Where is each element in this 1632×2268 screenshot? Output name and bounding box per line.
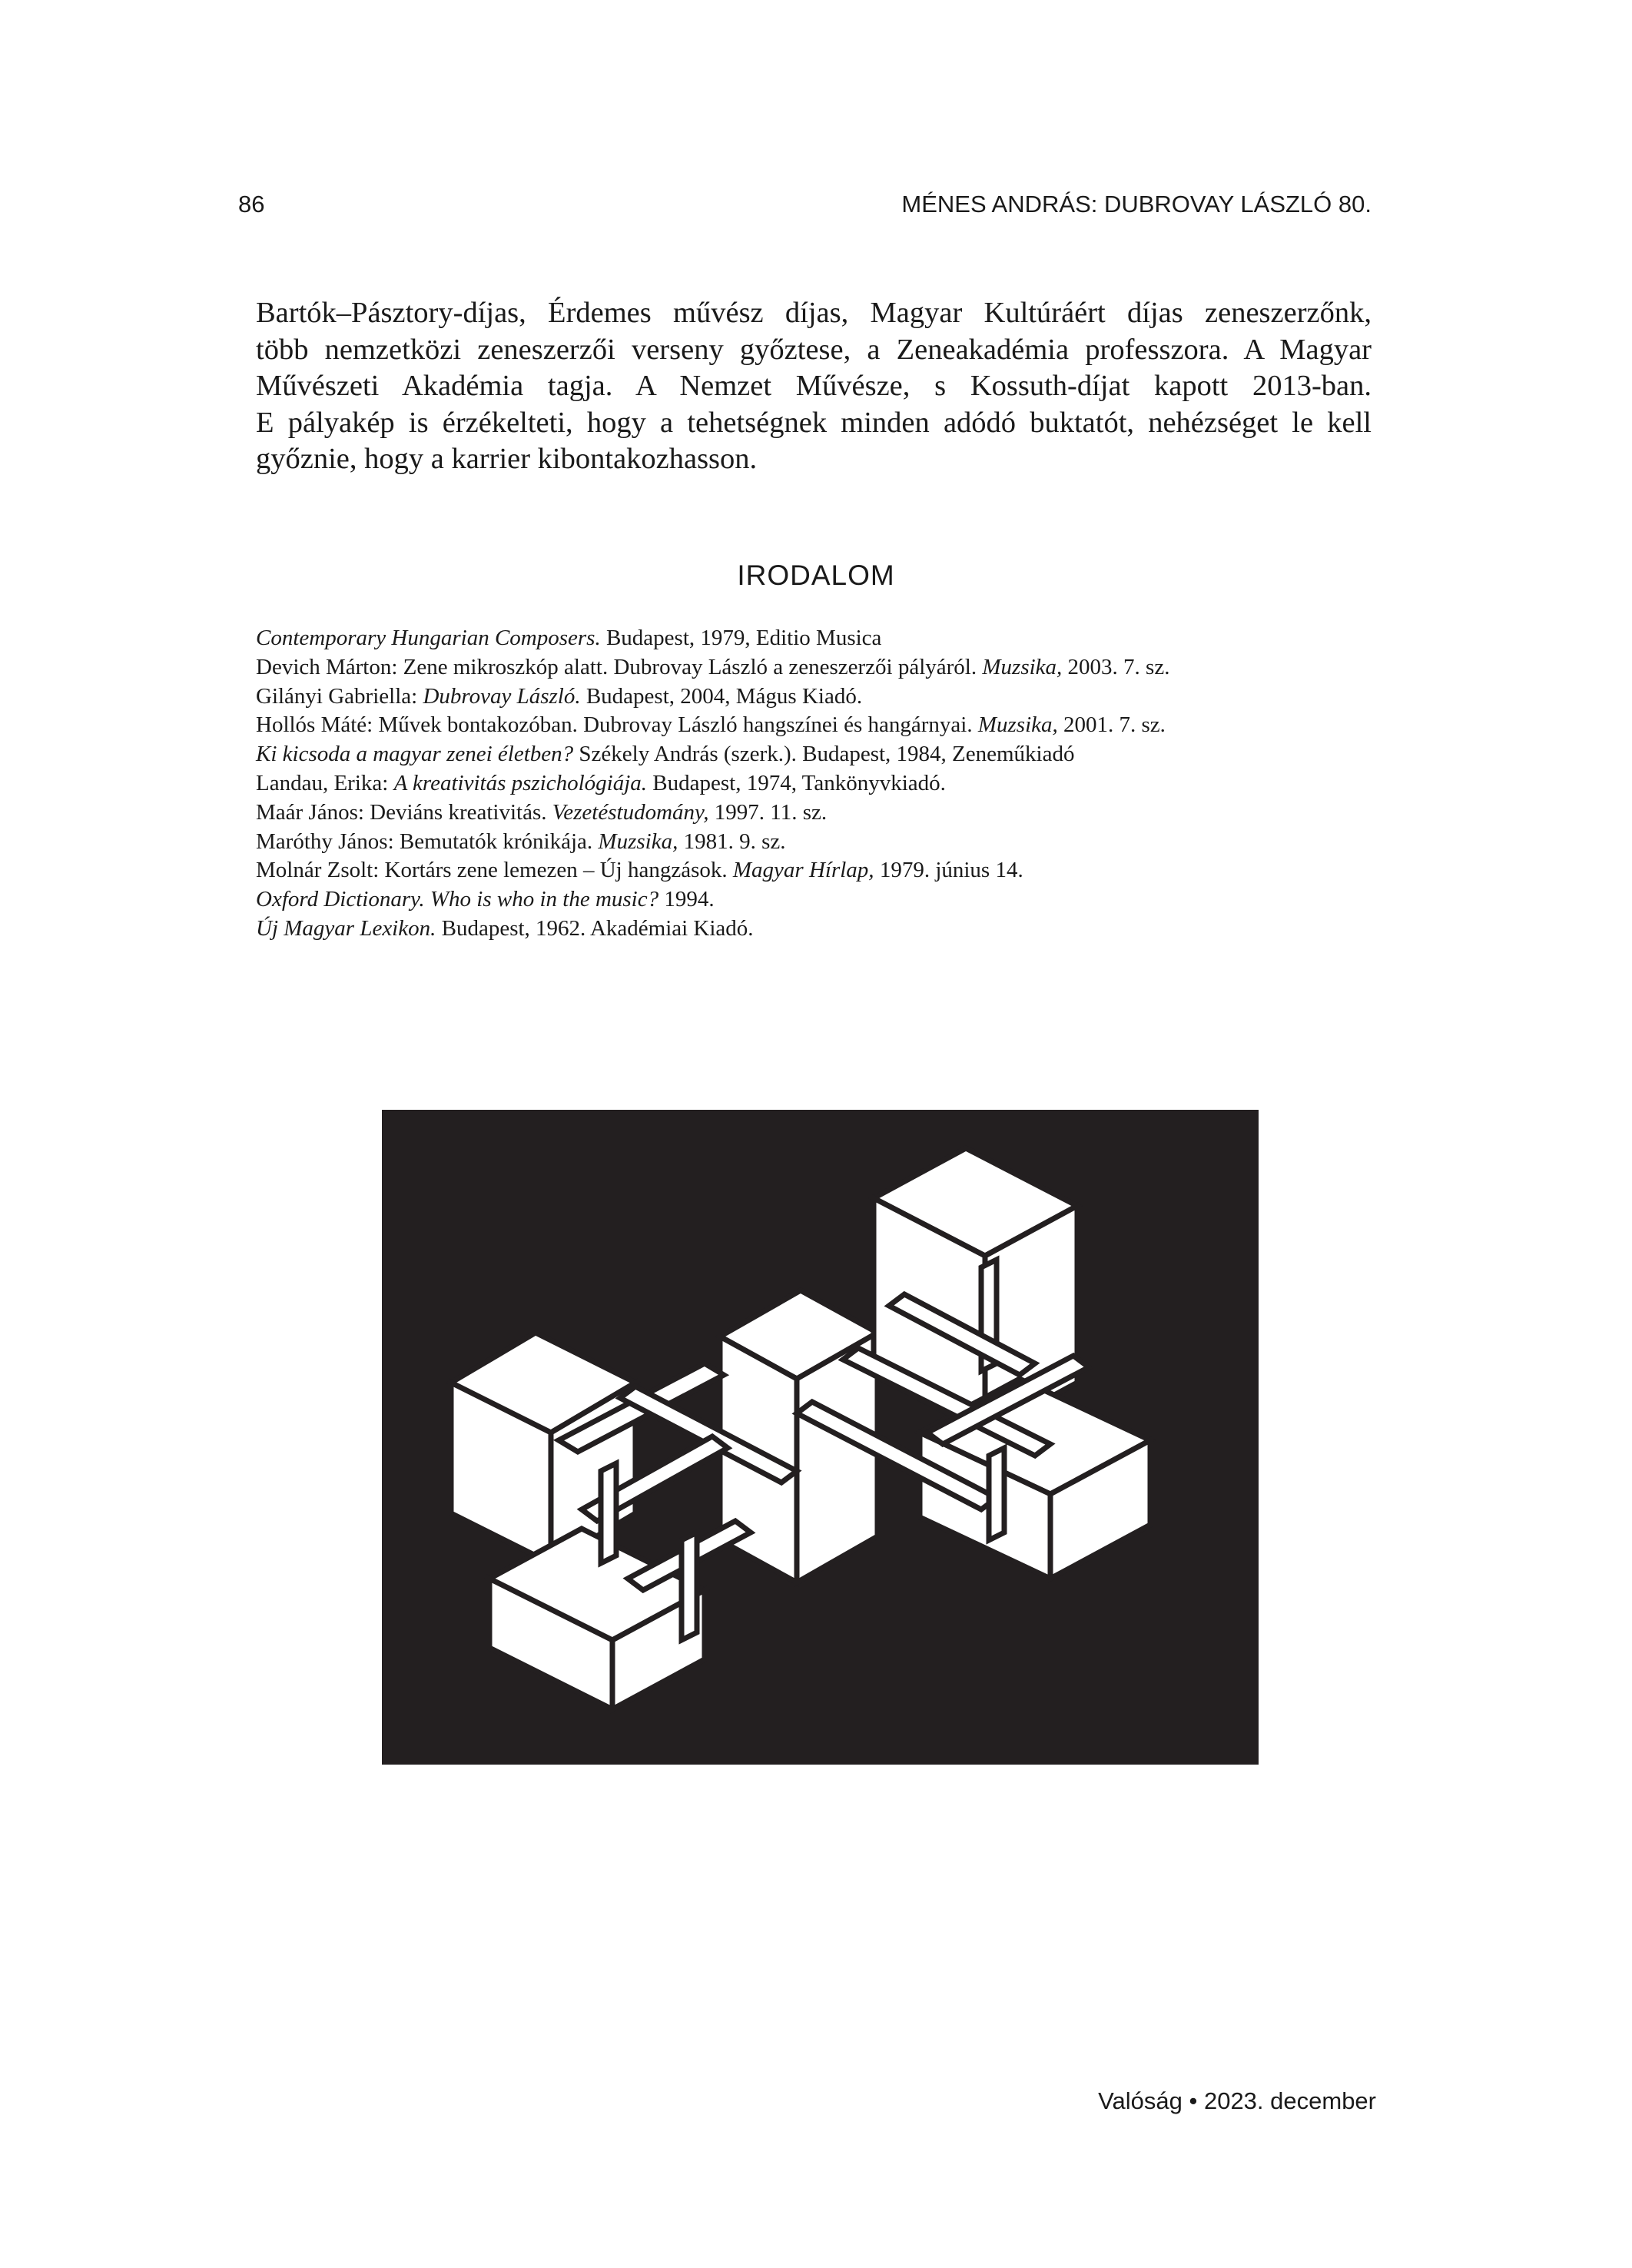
reference-item: Ki kicsoda a magyar zenei életben? Székely András (szerk.). Budapest, 1984, Zeneműkiadó [256,742,1075,767]
reference-list [256,624,1408,944]
bar-face [682,1532,697,1640]
reference-item: Molnár Zsolt: Kortárs zene lemezen – Új hangzások. Magyar Hírlap, 1979. június 14. [256,858,1023,883]
section-title: IRODALOM [737,560,895,591]
reference-item: Maár János: Deviáns kreativitás. Vezetéstudomány, 1997. 11. sz. [256,799,828,825]
reference-item: Devich Márton: Zene mikroszkóp alatt. Dubrovay László a zeneszerzői pályáról. Muzsika, 2003. 7. sz. [256,654,1170,679]
bar-face [601,1463,616,1563]
running-title: MÉNES ANDRÁS: DUBROVAY LÁSZLÓ 80. [901,191,1372,218]
body-line: több nemzetközi zeneszerzői verseny győztese, a Zeneakadémia professzora. A Magyar [256,333,1372,366]
body-line: Művészeti Akadémia tagja. A Nemzet Művésze, s Kossuth-díjat kapott 2013-ban. [256,370,1372,402]
journal-footer: Valóság • 2023. december [1098,2087,1376,2114]
body-paragraph [256,295,1372,478]
reference-item: Hollós Máté: Művek bontakozóban. Dubrovay László hangszínei és hangárnyai. Muzsika, 2001. 7. sz. [256,712,1166,738]
body-line: E pályakép is érzékelteti, hogy a tehetségnek minden adódó buktatót, nehézséget le kell [256,406,1372,439]
reference-item: Oxford Dictionary. Who is who in the music? 1994. [256,887,715,912]
reference-item: Maróthy János: Bemutatók krónikája. Muzsika, 1981. 9. sz. [256,829,786,854]
body-line: Bartók–Pásztory-díjas, Érdemes művész díjas, Magyar Kultúráért díjas zeneszerzőnk, [256,297,1372,329]
bar-face [989,1448,1004,1540]
impossible-figure-illustration [382,1110,1259,1765]
reference-item: Contemporary Hungarian Composers. Budapest, 1979, Editio Musica [256,626,882,650]
reference-item: Új Magyar Lexikon. Budapest, 1962. Akadémiai Kiadó. [256,915,754,941]
body-line: győznie, hogy a karrier kibontakozhasson. [256,443,758,475]
reference-item: Gilányi Gabriella: Dubrovay László. Budapest, 2004, Mágus Kiadó. [256,683,863,709]
page-number: 86 [238,191,265,218]
impossible-figure-svg [382,1110,1259,1765]
reference-item: Landau, Erika: A kreativitás pszichológiája. Budapest, 1974, Tankönyvkiadó. [256,770,946,795]
